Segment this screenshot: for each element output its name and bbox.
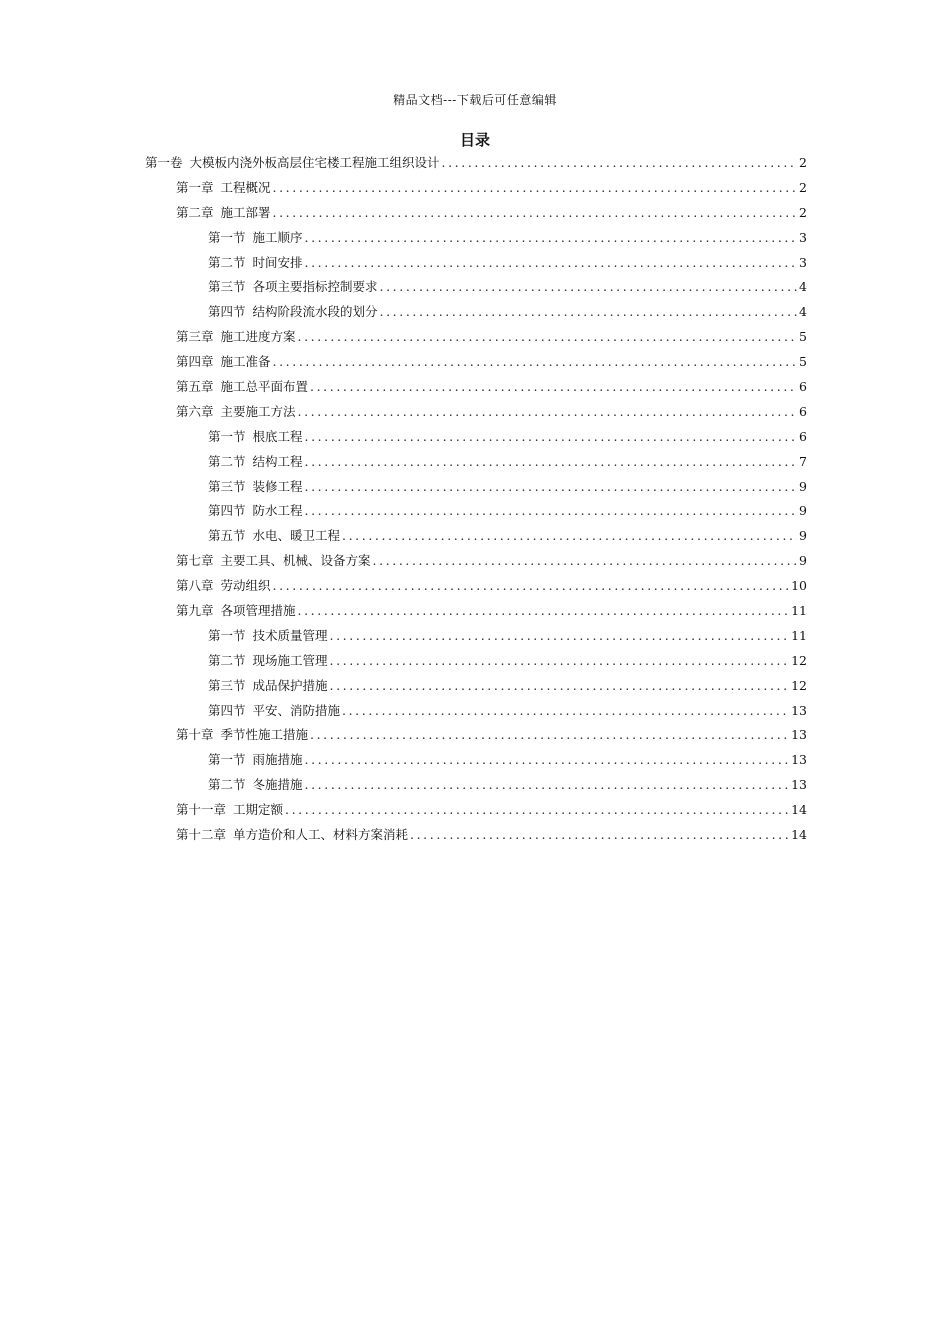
toc-entry-number: 第四节 [208, 304, 246, 320]
toc-entry-title: 各项主要指标控制要求 [252, 279, 378, 295]
toc-page-number: 7 [799, 453, 807, 469]
toc-entry-number: 第九章 [176, 603, 214, 619]
toc-entry-title: 工期定额 [233, 802, 284, 818]
toc-dot-leader [330, 674, 790, 699]
toc-entry-number: 第一卷 [145, 155, 183, 170]
toc-dot-leader [305, 425, 798, 450]
toc-dot-leader [305, 450, 798, 475]
toc-dot-leader [330, 649, 790, 674]
toc-page-number: 9 [799, 503, 807, 519]
toc-entry-label [208, 649, 328, 674]
toc-entry-label [145, 151, 440, 176]
header-note: 精品文档---下载后可任意编辑 [393, 93, 557, 107]
toc-entry-number: 第一节 [208, 627, 246, 643]
toc-dot-leader [285, 798, 789, 823]
toc-entry[interactable] [145, 425, 807, 450]
toc-dot-leader [330, 624, 790, 649]
toc-entry[interactable] [145, 475, 807, 500]
toc-entry-title: 平安、消防措施 [252, 702, 341, 718]
toc-page-number: 6 [799, 403, 807, 419]
toc-page-number: 14 [791, 827, 807, 843]
toc-entry-number: 第五章 [176, 379, 214, 395]
toc-entry-title: 装修工程 [252, 478, 303, 494]
toc-entry-label [208, 450, 303, 475]
toc-page-number: 12 [791, 652, 807, 668]
toc-dot-leader [305, 748, 790, 773]
toc-dot-leader [305, 226, 798, 251]
toc-entry-label [208, 524, 340, 549]
toc-entry-label [176, 325, 296, 350]
toc-page-number: 3 [799, 254, 807, 270]
toc-entry-label [208, 275, 378, 300]
toc-entry-title: 施工总平面布置 [220, 379, 309, 395]
toc-dot-leader [410, 823, 789, 848]
toc-entry-label [208, 773, 303, 798]
toc-entry-title: 主要工具、机械、设备方案 [220, 553, 371, 569]
toc-entry-number: 第三节 [208, 677, 246, 693]
toc-dot-leader [273, 201, 798, 226]
toc-entry-title: 结构阶段流水段的划分 [252, 304, 378, 320]
toc-entry-label [208, 425, 303, 450]
toc-entry[interactable] [145, 798, 807, 823]
toc-entry-title: 各项管理措施 [220, 603, 296, 619]
toc-entry-label [176, 549, 371, 574]
toc-entry-number: 第四节 [208, 503, 246, 519]
toc-entry[interactable] [145, 649, 807, 674]
toc-entry-number: 第三节 [208, 478, 246, 494]
toc-entry-number: 第十一章 [176, 802, 227, 818]
toc-entry[interactable] [145, 748, 807, 773]
toc-entry[interactable] [145, 201, 807, 226]
toc-page-number: 13 [791, 777, 807, 793]
toc-page-number: 14 [791, 802, 807, 818]
toc-entry-label [176, 375, 308, 400]
toc-dot-leader [342, 524, 797, 549]
toc-entry-label [176, 400, 296, 425]
toc-entry[interactable] [145, 574, 807, 599]
toc-entry-label [176, 798, 283, 823]
toc-entry-title: 现场施工管理 [252, 652, 328, 668]
toc-entry-title: 雨施措施 [252, 752, 303, 768]
toc-dot-leader [298, 599, 790, 624]
toc-page-number: 11 [791, 603, 807, 619]
table-of-contents [145, 151, 807, 848]
toc-entry[interactable] [145, 176, 807, 201]
toc-entry-title: 施工进度方案 [220, 329, 296, 345]
toc-entry[interactable] [145, 226, 807, 251]
toc-entry-title: 主要施工方法 [220, 403, 296, 419]
toc-dot-leader [380, 300, 798, 325]
toc-entry-number: 第一节 [208, 428, 246, 444]
toc-entry-label [176, 350, 271, 375]
toc-entry-label [208, 674, 328, 699]
toc-entry-number: 第二章 [176, 204, 214, 220]
toc-entry[interactable] [145, 300, 807, 325]
toc-dot-leader [305, 499, 798, 524]
toc-page-number: 2 [799, 155, 807, 170]
toc-entry-number: 第四节 [208, 702, 246, 718]
toc-page-number: 13 [791, 702, 807, 718]
toc-entry-title: 劳动组织 [220, 578, 271, 594]
toc-page-number: 13 [791, 752, 807, 768]
toc-entry[interactable] [145, 823, 807, 848]
toc-dot-leader [310, 375, 797, 400]
toc-entry-title: 施工顺序 [252, 229, 303, 245]
toc-entry[interactable] [145, 400, 807, 425]
toc-page-number: 13 [791, 727, 807, 743]
toc-entry[interactable] [145, 674, 807, 699]
toc-entry-title: 工程概况 [220, 179, 271, 195]
toc-entry[interactable] [145, 275, 807, 300]
toc-entry-number: 第二节 [208, 453, 246, 469]
toc-entry-label [176, 176, 271, 201]
toc-dot-leader [380, 275, 798, 300]
toc-page-number: 9 [799, 528, 807, 544]
toc-entry-number: 第二节 [208, 254, 246, 270]
toc-entry[interactable] [145, 450, 807, 475]
toc-dot-leader [305, 251, 798, 276]
toc-entry-label [176, 723, 308, 748]
toc-entry-label [208, 624, 328, 649]
toc-entry-title: 防水工程 [252, 503, 303, 519]
toc-entry-title: 时间安排 [252, 254, 303, 270]
toc-entry-number: 第八章 [176, 578, 214, 594]
toc-entry-number: 第二节 [208, 777, 246, 793]
toc-entry-number: 第五节 [208, 528, 246, 544]
toc-page-number: 2 [799, 204, 807, 220]
toc-entry-title: 根底工程 [252, 428, 303, 444]
toc-entry-title: 水电、暖卫工程 [252, 528, 341, 544]
toc-page-number: 2 [799, 179, 807, 195]
toc-entry-title: 成品保护措施 [252, 677, 328, 693]
toc-dot-leader [305, 475, 798, 500]
toc-page-number: 6 [799, 428, 807, 444]
toc-entry-number: 第三节 [208, 279, 246, 295]
toc-entry-label [176, 823, 408, 848]
toc-entry-number: 第七章 [176, 553, 214, 569]
toc-dot-leader [273, 350, 798, 375]
toc-entry-label [208, 251, 303, 276]
toc-entry-label [176, 599, 296, 624]
toc-entry[interactable] [145, 151, 807, 176]
toc-entry-number: 第十章 [176, 727, 214, 743]
toc-dot-leader [373, 549, 798, 574]
toc-entry[interactable] [145, 624, 807, 649]
toc-entry[interactable] [145, 549, 807, 574]
toc-title: 目录 [459, 131, 490, 149]
toc-dot-leader [273, 574, 790, 599]
toc-entry-title: 大模板内浇外板高层住宅楼工程施工组织设计 [189, 155, 440, 170]
toc-entry-label [208, 300, 378, 325]
toc-entry-title: 施工部署 [220, 204, 271, 220]
toc-entry-number: 第三章 [176, 329, 214, 345]
toc-entry[interactable] [145, 699, 807, 724]
toc-dot-leader [298, 400, 798, 425]
toc-dot-leader [305, 773, 790, 798]
toc-entry-title: 季节性施工措施 [220, 727, 309, 743]
toc-entry-title: 单方造价和人工、材料方案消耗 [233, 827, 409, 843]
toc-entry[interactable] [145, 251, 807, 276]
toc-entry-label [176, 574, 271, 599]
toc-dot-leader [298, 325, 798, 350]
toc-page-number: 9 [799, 478, 807, 494]
toc-entry-label [208, 699, 340, 724]
toc-page-number: 5 [799, 354, 807, 370]
toc-page-number: 12 [791, 677, 807, 693]
toc-dot-leader [442, 151, 798, 176]
toc-entry-number: 第一节 [208, 229, 246, 245]
toc-entry-title: 施工准备 [220, 354, 271, 370]
toc-page-number: 9 [799, 553, 807, 569]
toc-entry-number: 第一章 [176, 179, 214, 195]
toc-page-number: 3 [799, 229, 807, 245]
toc-entry-label [176, 201, 271, 226]
toc-entry-title: 结构工程 [252, 453, 303, 469]
toc-entry-title: 技术质量管理 [252, 627, 328, 643]
toc-entry-label [208, 226, 303, 251]
toc-page-number: 6 [799, 379, 807, 395]
toc-dot-leader [342, 699, 789, 724]
toc-page-number: 4 [799, 279, 807, 295]
toc-entry-label [208, 499, 303, 524]
toc-dot-leader [310, 723, 789, 748]
toc-entry-number: 第四章 [176, 354, 214, 370]
toc-entry-label [208, 748, 303, 773]
toc-entry-number: 第六章 [176, 403, 214, 419]
toc-entry[interactable] [145, 723, 807, 748]
toc-entry[interactable] [145, 599, 807, 624]
toc-entry[interactable] [145, 375, 807, 400]
toc-page-number: 11 [791, 627, 807, 643]
toc-entry[interactable] [145, 773, 807, 798]
toc-entry[interactable] [145, 325, 807, 350]
toc-entry-number: 第一节 [208, 752, 246, 768]
toc-entry-number: 第十二章 [176, 827, 227, 843]
toc-page-number: 10 [791, 578, 807, 594]
toc-entry-label [208, 475, 303, 500]
toc-page-number: 4 [799, 304, 807, 320]
toc-entry[interactable] [145, 499, 807, 524]
toc-dot-leader [273, 176, 798, 201]
toc-entry[interactable] [145, 524, 807, 549]
toc-entry-number: 第二节 [208, 652, 246, 668]
toc-entry[interactable] [145, 350, 807, 375]
toc-page-number: 5 [799, 329, 807, 345]
toc-entry-title: 冬施措施 [252, 777, 303, 793]
